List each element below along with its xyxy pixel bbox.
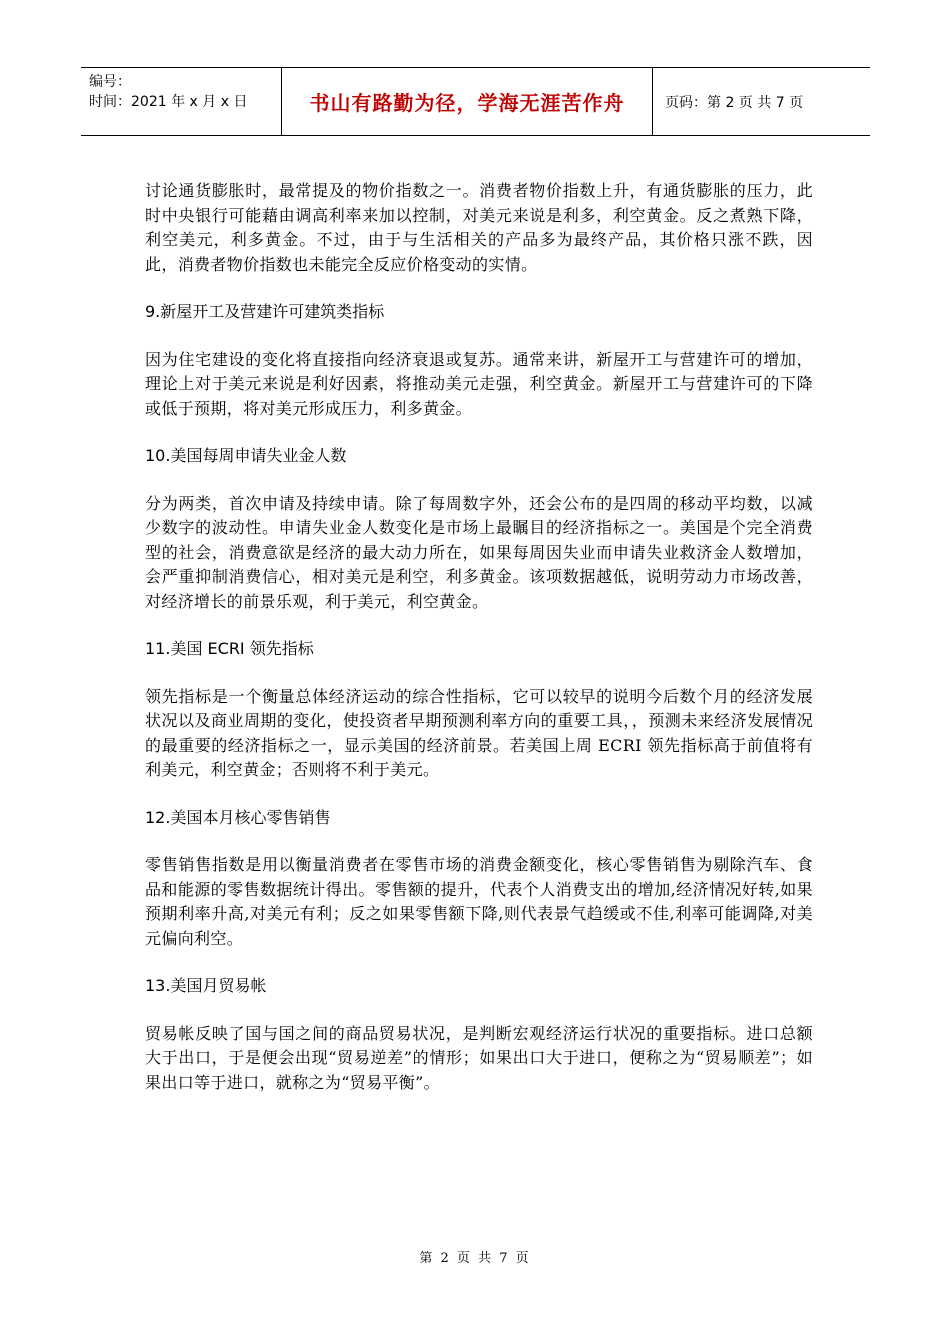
section-heading-10: 10.美国每周申请失业金人数 bbox=[145, 446, 347, 465]
paragraph-cpi-continued: 讨论通货膨胀时，最常提及的物价指数之一。消费者物价指数上升，有通货膨胀的压力，此时中央银行可能藉由调高利率来加以控制，对美元来说是利多，利空黄金。反之煮熟下降，利空美元，利多黄金。不过，由于与生活相关的产品多为最终产品，其价格只涨不跌，因此，消费者物价指数也未能完全反应价格变动的实情。 bbox=[145, 181, 813, 274]
section-heading-12: 12.美国本月核心零售销售 bbox=[145, 807, 331, 827]
section-heading-13: 13.美国月贸易帐 bbox=[145, 976, 267, 995]
section-heading-11: 11.美国 ECRI 领先指标 bbox=[145, 639, 314, 658]
document-date-label: 时间：2021 年 x 月 x 日 bbox=[89, 94, 248, 110]
paragraph-section-11: 领先指标是一个衡量总体经济运动的综合性指标，它可以较早的说明今后数个月的经济发展状况以及商业周期的变化，使投资者早期预测利率方向的重要工具，，预测未来经济发展情况的最重要的经济指标之一，显示美国的经济前景。若美国上周 ECRI 领先指标高于前值将有利美元，利空黄金；否则将不利于美元。 bbox=[145, 686, 813, 779]
header-motto: 书山有路勤为径，学海无涯苦作舟 bbox=[282, 68, 653, 135]
paragraph-section-9: 因为住宅建设的变化将直接指向经济衰退或复苏。通常来讲，新屋开工与营建许可的增加，理论上对于美元来说是利好因素，将推动美元走强，利空黄金。新屋开工与营建许可的下降或低于预期，将对美元形成压力，利多黄金。 bbox=[145, 349, 813, 418]
paragraph-section-13: 贸易帐反映了国与国之间的商品贸易状况，是判断宏观经济运行状况的重要指标。进口总额大于出口，于是便会出现“贸易逆差”的情形；如果出口大于进口，便称之为“贸易顺差”；如果出口等于进口，就称之为“贸易平衡”。 bbox=[145, 1023, 813, 1092]
header-page-number: 页码：第 2 页 共 7 页 bbox=[665, 94, 804, 111]
document-body bbox=[145, 179, 813, 1118]
document-number-label: 编号： bbox=[89, 74, 131, 90]
paragraph-section-10: 分为两类，首次申请及持续申请。除了每周数字外，还会公布的是四周的移动平均数，以减少数字的波动性。申请失业金人数变化是市场上最瞩目的经济指标之一。美国是个完全消费型的社会，消费意欲是经济的最大动力所在，如果每周因失业而申请失业救济金人数增加，会严重抑制消费信心，相对美元是利空，利多黄金。该项数据越低，说明劳动力市场改善，对经济增长的前景乐观，利于美元，利空黄金。 bbox=[145, 493, 813, 611]
page-header bbox=[81, 67, 870, 136]
header-meta-cell bbox=[81, 68, 282, 135]
section-heading-9: 9.新屋开工及营建许可建筑类指标 bbox=[145, 302, 385, 321]
paragraph-section-12: 零售销售指数是用以衡量消费者在零售市场的消费金额变化，核心零售销售为剔除汽车、食品和能源的零售数据统计得出。零售额的提升，代表个人消费支出的增加,经济情况好转,如果预期利率升高,对美元有利；反之如果零售额下降,则代表景气趋缓或不佳,利率可能调降,对美元偏向利空。 bbox=[145, 855, 813, 948]
page-footer: 第 2 页 共 7 页 bbox=[419, 1251, 531, 1266]
